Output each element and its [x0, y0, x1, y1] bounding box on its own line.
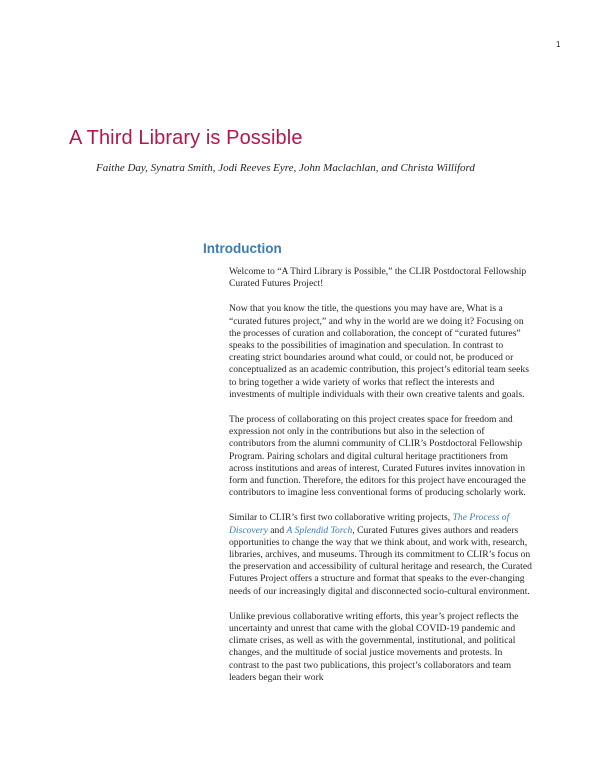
link-process-of-discovery[interactable]: The Process of Discovery [229, 512, 510, 536]
paragraph-4 [229, 512, 533, 597]
paragraph-4-text-start: Similar to CLIR’s first two collaborative writing projects, [229, 512, 453, 524]
paragraph-5: Unlike previous collaborative writing efforts, this year’s project reflects the uncertainty and unrest that came with the global COVID-19 pandemic and climate crises, as well as with the governmental, institutional, and political changes, and the multitude of social justice movements and protests. In contrast to the past two publications, this project’s collaborators and team leaders began their work [229, 610, 519, 683]
paragraph-3: The process of collaborating on this project creates space for freedom and expression not only in the contributions but also in the selection of contributors from the alumni community of CLIR’s Postdoctoral Fellowship Program. Pairing scholars and digital cultural heritage practitioners from across institutions and areas of interest, Curated Futures invites innovation in form and function. Therefore, the editors for this project have encouraged the contributors to imagine less conventional forms of producing scholarly work. [229, 414, 526, 499]
section-heading-introduction: Introduction [203, 241, 282, 256]
paragraph-4-text-mid: and [267, 524, 287, 536]
link-a-splendid-torch[interactable]: A Splendid Torch [286, 524, 353, 536]
page-number: 1 [556, 40, 561, 49]
paragraph-1: Welcome to “A Third Library is Possible,” the CLIR Postdoctoral Fellowship Curated Futures Project! [229, 266, 527, 290]
paragraph-2: Now that you know the title, the questions you may have are, What is a “curated futures project,” and why in the world are we doing it? Focusing on the processes of curation and collaboration, the concept of “curated futures” speaks to the possibilities of imagination and speculation. In contrast to creating strict boundaries around what could, or could not, be produced or conceptualized as an academic contribution, this project’s editorial team seeks to bring together a wide variety of works that reflect the interests and investments of multiple individuals with their own creative talents and goals. [229, 303, 529, 400]
authors-line: Faithe Day, Synatra Smith, Jodi Reeves Eyre, John Maclachlan, and Christa Williford [96, 162, 475, 174]
body-text [229, 266, 533, 697]
paragraph-4-text-end: , Curated Futures gives authors and readers opportunities to change the way that we think about, and work with, research, libraries, archives, and museums. Through its commitment to CLIR’s focus on the preservation and accessibility of cultural heritage and research, the Curated Futures Project offers a structure and format that speaks to the ever-changing needs of our increasingly digital and disconnected socio-cultural environment. [229, 524, 532, 597]
document-title: A Third Library is Possible [69, 127, 303, 149]
